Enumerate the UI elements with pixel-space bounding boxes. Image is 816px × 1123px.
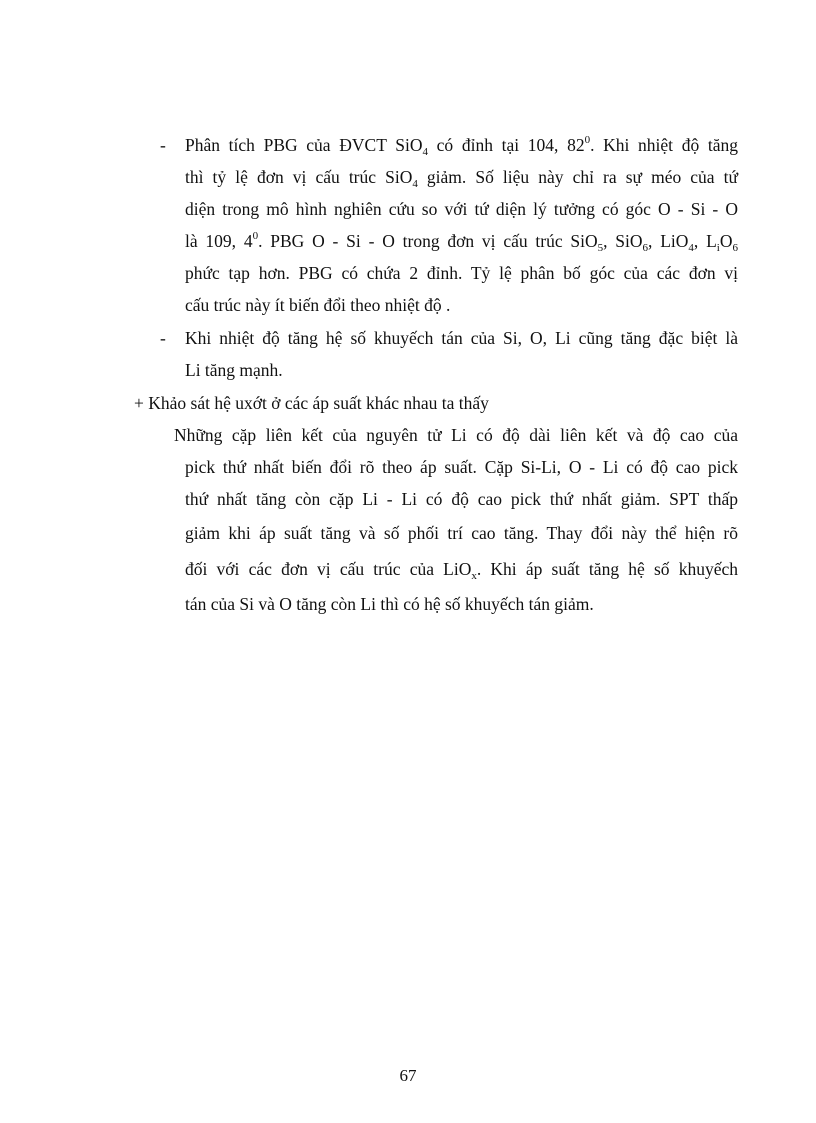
paragraph-line-6: tán của Si và O tăng còn Li thì có hệ số khuyếch tán giảm. (185, 594, 594, 614)
bullet-2-line-2: Li tăng mạnh. (185, 360, 283, 380)
paragraph-line-2: pick thứ nhất biến đổi rõ theo áp suất. Cặp Si-Li, O - Li có độ cao pick (185, 457, 738, 477)
paragraph-line-3: thứ nhất tăng còn cặp Li - Li có độ cao pick thứ nhất giảm. SPT thấp (185, 489, 738, 509)
bullet-1-line-3: diện trong mô hình nghiên cứu so với tứ diện lý tưởng có góc O - Si - O (185, 199, 738, 219)
bullet-1-line-1: Phân tích PBG của ĐVCT SiO$_4$ có đỉnh tại 104, $82^0$. Khi nhiệt độ tăng (185, 134, 739, 158)
bullet-1-line-2: thì tỷ lệ đơn vị cấu trúc SiO$_4$ giảm. Số liệu này chỉ ra sự méo của tứ (185, 167, 738, 190)
bullet-1-line-6: cấu trúc này ít biến đổi theo nhiệt độ . (185, 295, 451, 315)
bullet-2-line-1: Khi nhiệt độ tăng hệ số khuyếch tán của Si, O, Li cũng tăng đặc biệt là (185, 328, 738, 348)
bullet-1-line-4: là 109, $4^0$. PBG O - Si - O trong đơn vị cấu trúc SiO$_5$, SiO$_6$, LiO$_4$, $L_iO_6$ (185, 230, 738, 254)
paragraph-line-1: Những cặp liên kết của nguyên tử Li có độ dài liên kết và độ cao của (174, 425, 738, 445)
bullet-1-line-5: phức tạp hơn. PBG có chứa 2 đỉnh. Tỷ lệ phân bố góc của các đơn vị (185, 263, 738, 283)
paragraph-line-4: giảm khi áp suất tăng và số phối trí cao tăng. Thay đổi này thể hiện rõ (185, 523, 738, 543)
section-heading: + Khảo sát hệ uxớt ở các áp suất khác nhau ta thấy (134, 393, 489, 413)
page-number: 67 (399, 1066, 417, 1085)
bullet-1-dash: - (160, 135, 166, 155)
paragraph-line-5: đối với các đơn vị cấu trúc của LiO$_x$. Khi áp suất tăng hệ số khuyếch (185, 559, 738, 582)
bullet-2-dash: - (160, 328, 166, 348)
